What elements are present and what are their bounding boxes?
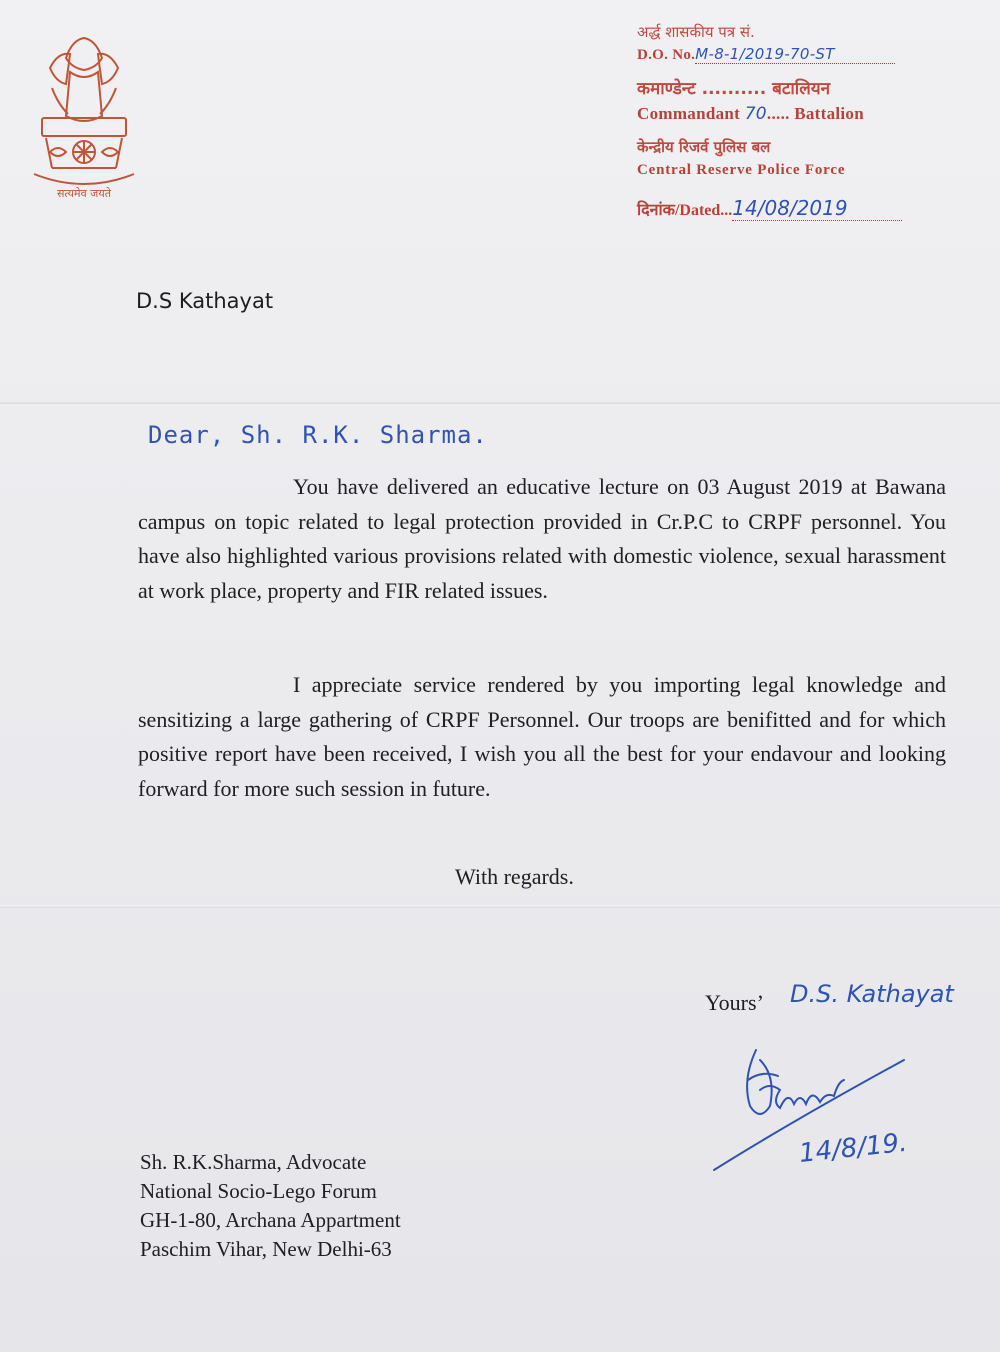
closing-yours: Yours’ (705, 990, 764, 1015)
battalion-number: 70 (744, 104, 767, 124)
address-line: National Socio-Lego Forum (140, 1179, 377, 1203)
sender-name: D.S Kathayat (136, 289, 274, 313)
force-hindi-line (637, 137, 770, 157)
body-paragraph-2: I appreciate service rendered by you importing legal knowledge and sensitizing a large gathering of CRPF Personnel. Our troops are benifitted and for which positive report have been received, I wish you all the best for your endavour and looking forward for more such session in future. (138, 672, 946, 801)
salutation: Dear, Sh. R.K. Sharma. (148, 421, 488, 449)
force-hindi: केन्द्रीय रिजर्व पुलिस बल (637, 138, 771, 156)
paper-fold (0, 905, 1000, 908)
do-label-hindi: अर्द्ध शासकीय पत्र सं. (637, 23, 755, 41)
emblem-motto: सत्यमेव जयते (56, 187, 111, 200)
do-number-line (637, 44, 895, 64)
address-line: GH-1-80, Archana Appartment (140, 1208, 401, 1232)
do-number: M-8-1/2019-70-ST (695, 45, 895, 64)
closing-regards: With regards. (455, 864, 574, 889)
commandant-prefix: Commandant (637, 104, 745, 123)
dated-line (637, 196, 902, 221)
signature-scribble (700, 1040, 940, 1180)
body-paragraph-1: You have delivered an educative lecture on 03 August 2019 at Bawana campus on topic related to legal protection provided in Cr.P.C to CRPF personnel. You have also highlighted various provisions related with domestic violence, sexual harassment at work place, property and FIR related issues. (138, 474, 946, 603)
commandant-hindi-line (637, 76, 830, 99)
signature-date: 14/8/19. (797, 1127, 909, 1169)
address-line: Paschim Vihar, New Delhi-63 (140, 1237, 392, 1261)
force-english: Central Reserve Police Force (637, 162, 846, 178)
handwritten-sender-name: D.S. Kathayat (790, 980, 954, 1008)
dated-label: दिनांक/Dated... (637, 202, 733, 219)
recipient-address (140, 1148, 401, 1264)
commandant-hindi: कमाण्डेन्ट .......... बटालियन (637, 79, 831, 99)
commandant-suffix: ..... Battalion (766, 104, 864, 123)
national-emblem-icon (28, 28, 140, 208)
commandant-line (637, 104, 864, 124)
do-label: D.O. No. (637, 47, 696, 63)
letter-date: 14/08/2019 (732, 196, 902, 221)
paper-fold (0, 402, 1000, 405)
address-line: Sh. R.K.Sharma, Advocate (140, 1150, 367, 1174)
do-number-block (637, 22, 755, 42)
